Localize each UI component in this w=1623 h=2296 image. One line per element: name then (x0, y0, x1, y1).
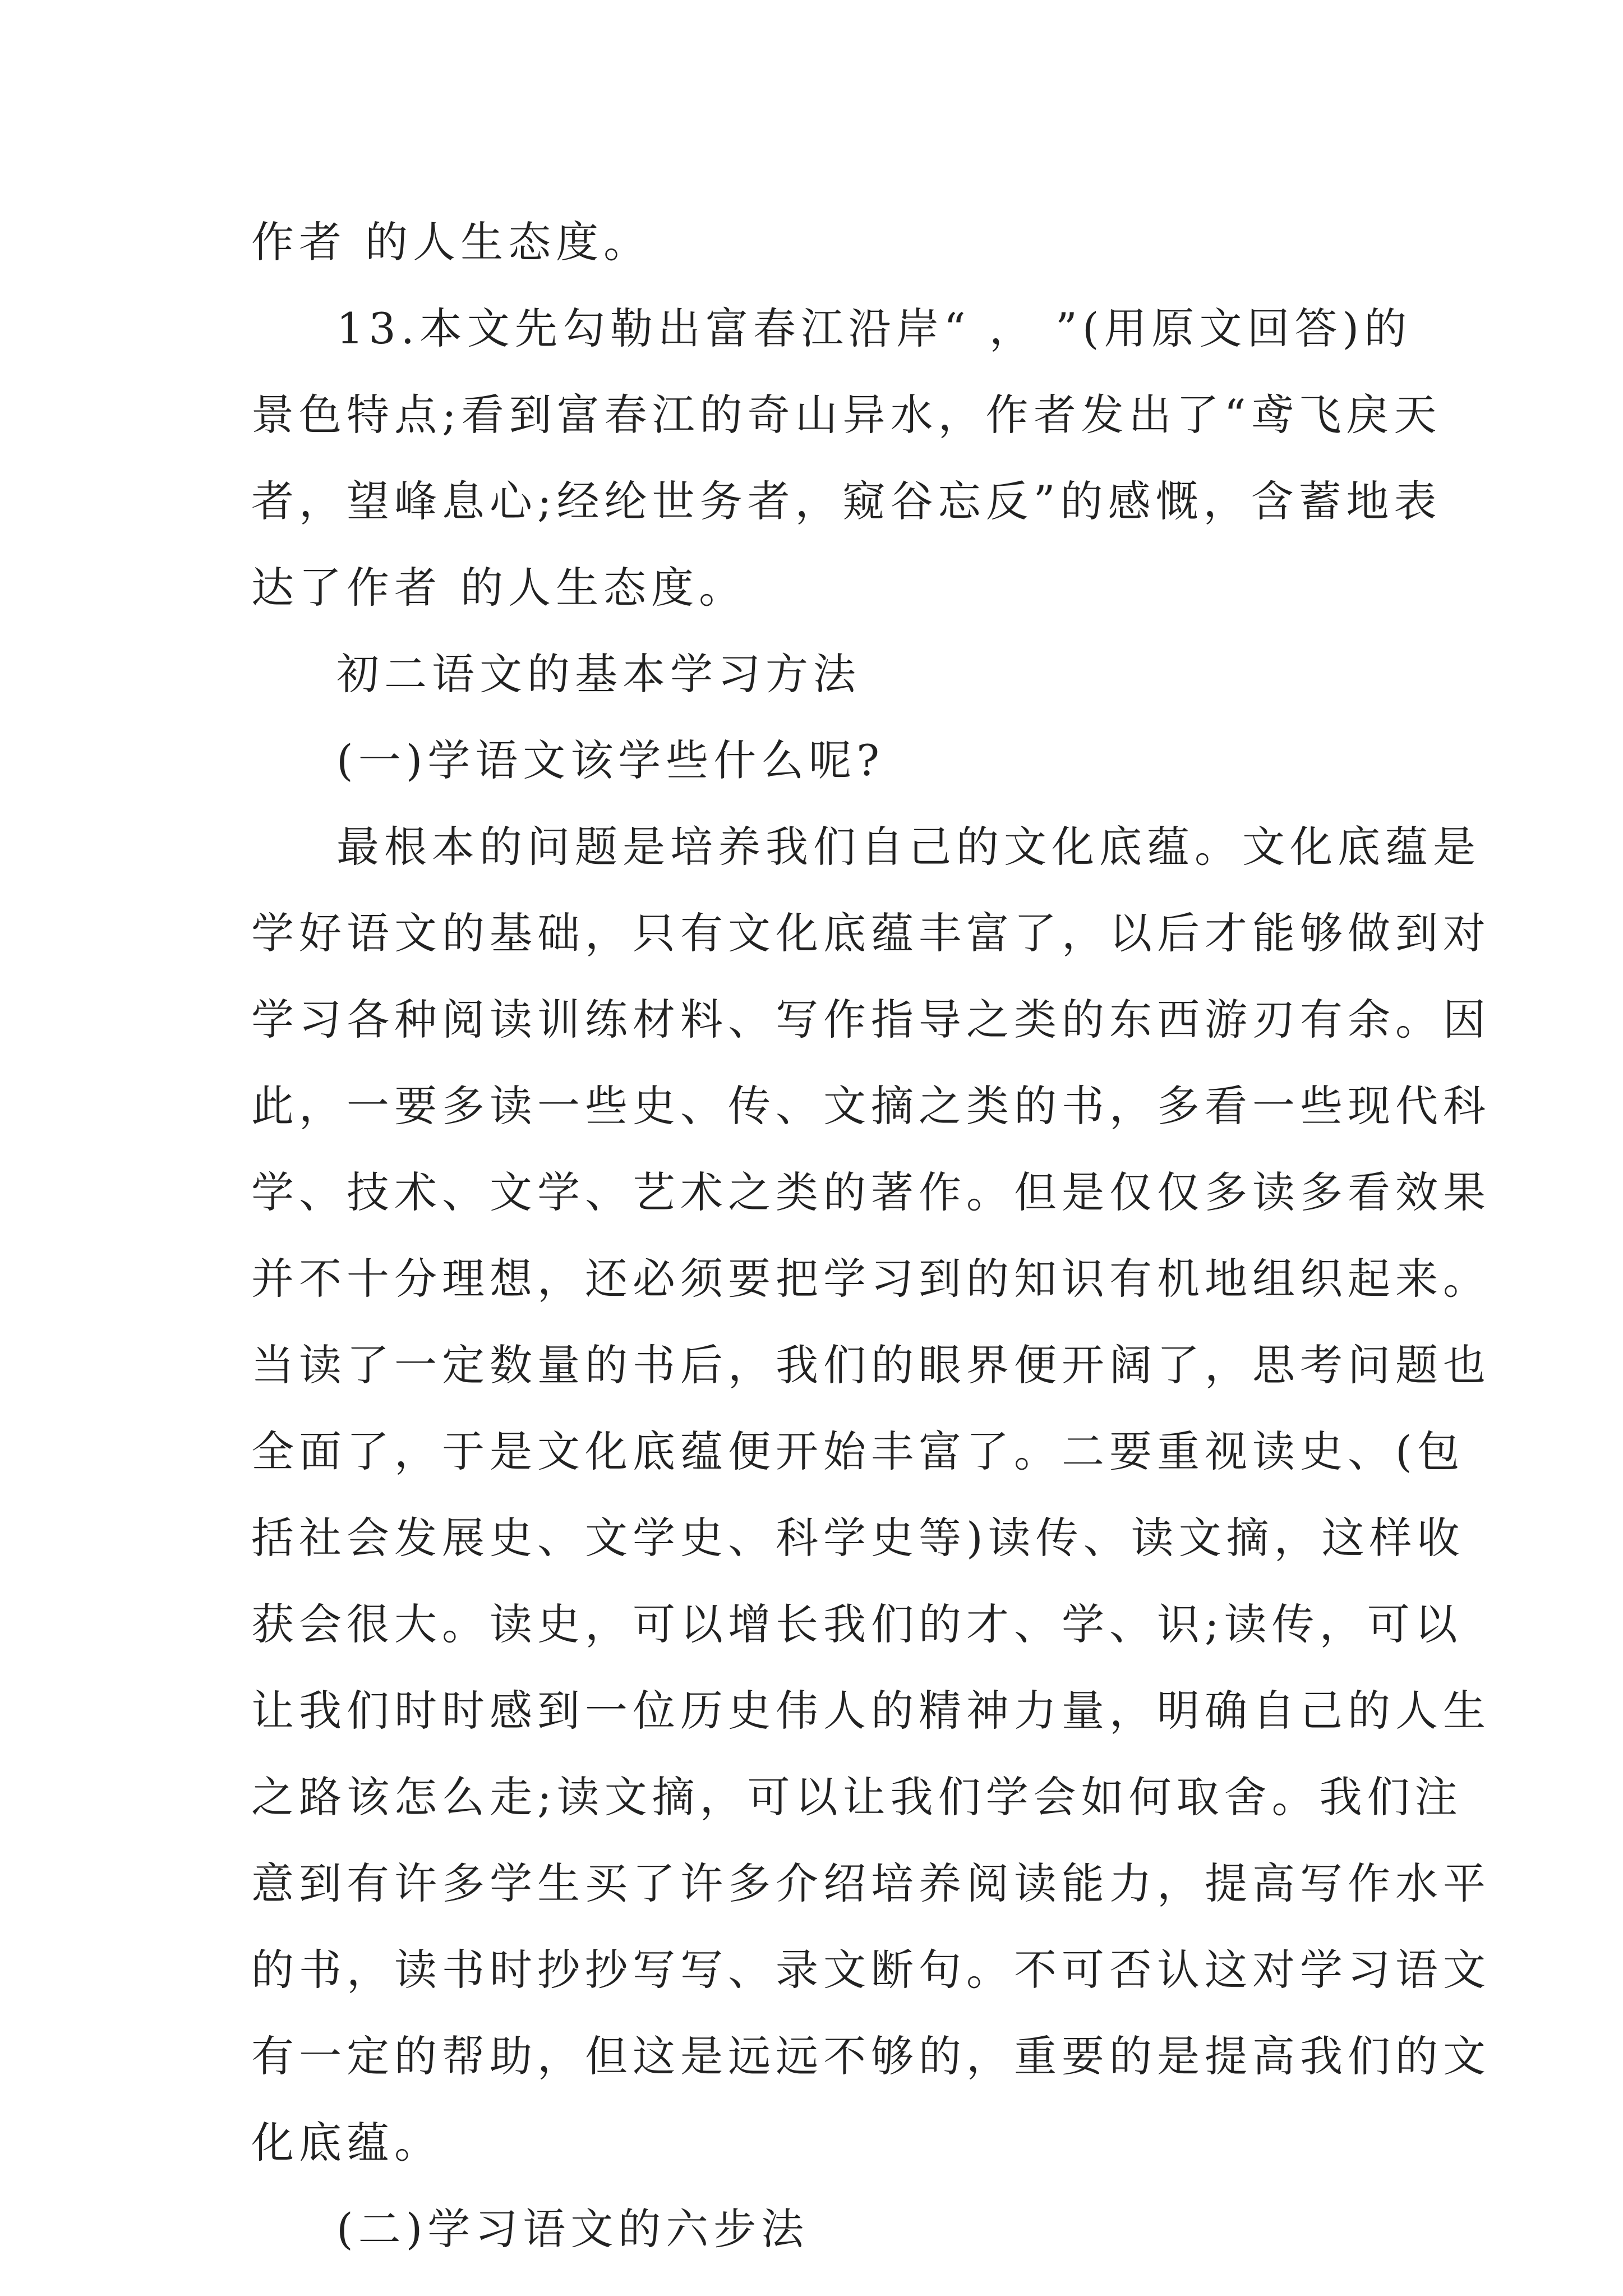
subheading-2: (二)学习语文的六步法 (336, 2204, 809, 2254)
text-line: 学习各种阅读训练材料、写作指导之类的东西游刃有余。因 (251, 995, 1491, 1045)
text-line: 并不十分理想，还必须要把学习到的知识有机地组织起来。 (251, 1254, 1491, 1304)
text-line: 者，望峰息心;经纶世务者，窥谷忘反”的感慨，含蓄地表 (251, 476, 1442, 526)
text-line: 有一定的帮助，但这是远远不够的，重要的是提高我们的文 (251, 2031, 1491, 2081)
text-line: 全面了，于是文化底蕴便开始丰富了。二要重视读史、(包 (251, 1427, 1465, 1476)
paragraph-start: 最根本的问题是培养我们自己的文化底蕴。文化底蕴是 (336, 822, 1481, 872)
text-line: 此，一要多读一些史、传、文摘之类的书，多看一些现代科 (251, 1081, 1491, 1131)
section-heading: 初二语文的基本学习方法 (336, 649, 861, 699)
text-line: 之路该怎么走;读文摘，可以让我们学会如何取舍。我们注 (251, 1772, 1463, 1822)
text-line: 达了作者 的人生态度。 (251, 563, 747, 613)
text-line: 学、技术、文学、艺术之类的著作。但是仅仅多读多看效果 (251, 1167, 1491, 1217)
text-line: 学好语文的基础，只有文化底蕴丰富了，以后才能够做到对 (251, 908, 1491, 958)
text-line: 括社会发展史、文学史、科学史等)读传、读文摘，这样收 (251, 1513, 1465, 1563)
subheading-1: (一)学语文该学些什么呢? (336, 735, 885, 785)
text-line: 的书，读书时抄抄写写、录文断句。不可否认这对学习语文 (251, 1945, 1491, 1995)
body-text (251, 199, 1491, 2272)
text-line: 当读了一定数量的书后，我们的眼界便开阔了，思考问题也 (251, 1340, 1491, 1390)
text-line: 获会很大。读史，可以增长我们的才、学、识;读传，可以 (251, 1599, 1463, 1649)
text-line: 化底蕴。 (251, 2118, 442, 2168)
text-line: 让我们时时感到一位历史伟人的精神力量，明确自己的人生 (251, 1686, 1491, 1736)
text-line: 景色特点;看到富春江的奇山异水，作者发出了“鸢飞戾天 (251, 390, 1442, 440)
question-13-line: 13.本文先勾勒出富春江沿岸“ ， ”(用原文回答)的 (336, 303, 1412, 353)
text-line: 意到有许多学生买了许多介绍培养阅读能力，提高写作水平 (251, 1858, 1491, 1908)
text-line: 作者 的人生态度。 (251, 217, 652, 267)
